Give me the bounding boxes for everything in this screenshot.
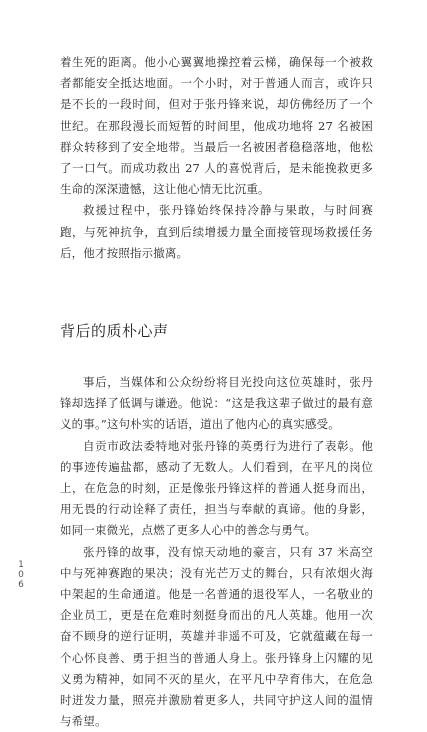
page-body <box>60 52 373 732</box>
page-number: 106 <box>18 560 24 590</box>
body-paragraph: 救援过程中，张丹锋始终保持冷静与果敢，与时间赛跑，与死神抗争，直到后续增援力量全面接管现场救援任务后，他才按照指示撤离。 <box>60 203 373 260</box>
body-paragraph: 张丹锋的故事，没有惊天动地的豪言，只有 37 米高空中与死神赛跑的果决；没有光芒万丈的舞台，只有浓烟火海中架起的生命通道。他是一名普通的退役军人，一名敬业的企业员工，更是在危难时刻挺身而出的凡人英雄。他用一次奋不顾身的逆行证明，英雄并非遥不可及，它就蕴藏在每一个心怀良善、勇于担当的普通人身上。张丹锋身上闪耀的见义勇为精神，如同不灭的星火，在平凡中孕育伟大，在危急时迸发力量，照亮并激励着更多人，共同守护这人间的温情与希望。 <box>60 544 373 729</box>
body-paragraph: 事后，当媒体和公众纷纷将目光投向这位英雄时，张丹锋却选择了低调与谦逊。他说：“这是我这辈子做过的最有意义的事。”这句朴实的话语，道出了他内心的真实感受。 <box>60 375 373 432</box>
body-paragraph: 自贡市政法委特地对张丹锋的英勇行为进行了表彰。他的事迹传遍盐都，感动了无数人。人们看到，在平凡的岗位上，在危急的时刻，正是像张丹锋这样的普通人挺身而出，用无畏的行动诠释了责任，担当与奉献的真谛。他的身影，如同一束微光，点燃了更多人心中的善念与勇气。 <box>60 438 373 538</box>
section-spacer <box>60 342 373 372</box>
section-heading: 背后的质朴心声 <box>60 322 169 341</box>
section-spacer <box>60 264 373 320</box>
body-paragraph: 着生死的距离。他小心翼翼地操控着云梯，确保每一个被救者都能安全抵达地面。一个小时，对于普通人而言，或许只是不长的一段时间，但对于张丹锋来说，却仿佛经历了一个世纪。在那段漫长而短暂的时间里，他成功地将 27 名被困群众转移到了安全地带。当最后一名被困者稳稳落地，他松了一口气。而成功救出 27 人的喜悦背后，是未能挽救更多生命的深深遗憾，这让他心情无比沉重。 <box>60 55 373 197</box>
